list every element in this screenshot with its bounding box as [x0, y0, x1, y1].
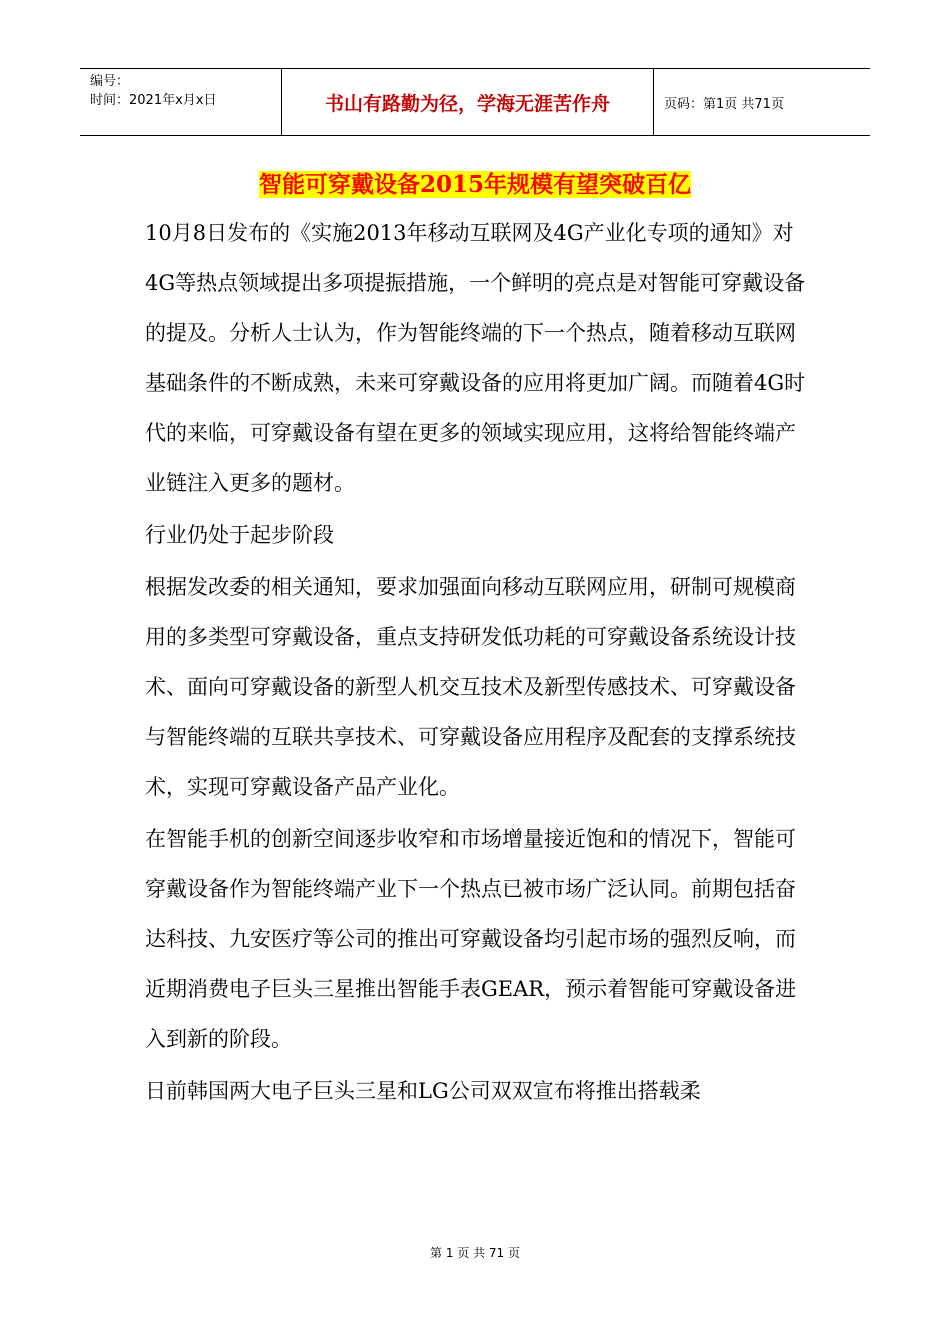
motto-cell: [282, 69, 654, 135]
page-info-cell: [654, 69, 870, 135]
section-heading: 行业仍处于起步阶段: [145, 523, 334, 547]
document-title-text: 智能可穿戴设备2015年规模有望突破百亿: [258, 171, 691, 198]
paragraph: 根据发改委的相关通知，要求加强面向移动互联网应用，研制可规模商用的多类型可穿戴设备，重点支持研发低功耗的可穿戴设备系统设计技术、面向可穿戴设备的新型人机交互技术及新型传感技术、可穿戴设备与智能终端的互联共享技术、可穿戴设备应用程序及配套的支撑系统技术，实现可穿戴设备产品产业化。: [145, 575, 796, 799]
document-body: [145, 208, 810, 1116]
paragraph: 10月8日发布的《实施2013年移动互联网及4G产业化专项的通知》对4G等热点领域提出多项提振措施，一个鲜明的亮点是对智能可穿戴设备的提及。分析人士认为，作为智能终端的下一个热点，随着移动互联网基础条件的不断成熟，未来可穿戴设备的应用将更加广阔。而随着4G时代的来临，可穿戴设备有望在更多的领域实现应用，这将给智能终端产业链注入更多的题材。: [145, 221, 806, 495]
paragraph: 日前韩国两大电子巨头三星和LG公司双双宣布将推出搭载柔: [145, 1079, 701, 1103]
page-info-text: 页码：第1页 共71页: [664, 96, 784, 112]
document-title: [0, 166, 950, 199]
header-table: [80, 68, 870, 136]
page-footer: 第 1 页 共 71 页: [430, 1246, 520, 1260]
paragraph: 在智能手机的创新空间逐步收窄和市场增量接近饱和的情况下，智能可穿戴设备作为智能终端产业下一个热点已被市场广泛认同。前期包括奋达科技、九安医疗等公司的推出可穿戴设备均引起市场的强烈反响，而近期消费电子巨头三星推出智能手表GEAR，预示着智能可穿戴设备进入到新的阶段。: [145, 827, 797, 1051]
number-label: 编号：: [90, 74, 130, 89]
header-meta-cell: [80, 69, 282, 135]
time-label: 时间：2021年x月x日: [90, 93, 217, 108]
motto-text: 书山有路勤为径，学海无涯苦作舟: [324, 92, 610, 115]
